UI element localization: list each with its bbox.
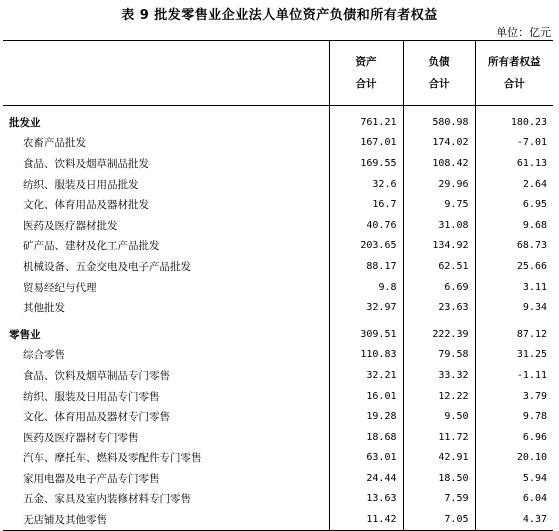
table-row [3, 236, 553, 257]
liabilities-cell: 9.50 [403, 406, 475, 427]
header-assets [329, 41, 403, 106]
equity-cell: 25.66 [516, 260, 547, 272]
assets-cell: 32.97 [329, 297, 403, 318]
equity-cell: 87.12 [516, 328, 547, 340]
row-label: 无店铺及其他零售 [3, 509, 329, 530]
header-name-column [3, 41, 329, 106]
table-row [3, 153, 553, 174]
table-row [3, 448, 553, 469]
liabilities-cell: 79.58 [403, 345, 475, 366]
equity-cell: 9.34 [522, 302, 547, 314]
assets-cell: 309.51 [329, 324, 403, 345]
table-row [3, 277, 553, 298]
equity-cell: 68.73 [516, 240, 547, 252]
liabilities-cell: 18.50 [403, 468, 475, 489]
table-title: 表 9 批发零售业企业法人单位资产负债和所有者权益 [121, 8, 438, 23]
row-label: 食品、饮料及烟草制品批发 [3, 153, 329, 174]
header-assets-line1: 资产 [355, 56, 377, 68]
assets-cell: 9.8 [329, 277, 403, 298]
row-label: 综合零售 [3, 345, 329, 366]
table-row [3, 427, 553, 448]
liabilities-cell: 33.32 [403, 365, 475, 386]
assets-cell: 761.21 [329, 112, 403, 133]
row-label: 零售业 [3, 324, 329, 345]
row-label: 机械设备、五金交电及电子产品批发 [3, 256, 329, 277]
category-row-wholesale [3, 112, 553, 133]
liabilities-cell: 174.02 [403, 133, 475, 154]
liabilities-cell: 29.96 [403, 174, 475, 195]
row-label: 食品、饮料及烟草制品专门零售 [3, 365, 329, 386]
equity-cell: 180.23 [510, 116, 547, 128]
table-row [3, 386, 553, 407]
table-row [3, 256, 553, 277]
header-row [3, 41, 553, 106]
table-row [3, 215, 553, 236]
balance-sheet-table [3, 40, 553, 531]
table-row [3, 489, 553, 510]
liabilities-cell: 9.75 [403, 194, 475, 215]
liabilities-cell: 62.51 [403, 256, 475, 277]
category-row-retail [3, 324, 553, 345]
assets-cell: 169.55 [329, 153, 403, 174]
assets-cell: 24.44 [329, 468, 403, 489]
equity-cell: 31.25 [516, 349, 547, 361]
assets-cell: 11.42 [329, 509, 403, 530]
equity-cell: 5.94 [522, 472, 547, 484]
liabilities-cell: 11.72 [403, 427, 475, 448]
header-equity [475, 41, 553, 106]
table-row [3, 509, 553, 530]
row-label: 纺织、服装及日用品批发 [3, 174, 329, 195]
assets-cell: 32.21 [329, 365, 403, 386]
liabilities-cell: 580.98 [403, 112, 475, 133]
assets-cell: 16.7 [329, 194, 403, 215]
liabilities-cell: 31.08 [403, 215, 475, 236]
assets-cell: 63.01 [329, 448, 403, 469]
table-row [3, 345, 553, 366]
row-label: 批发业 [3, 112, 329, 133]
table-row [3, 133, 553, 154]
equity-cell: 3.11 [522, 281, 547, 293]
equity-cell: 3.79 [522, 390, 547, 402]
table-row [3, 365, 553, 386]
row-label: 医药及医疗器材批发 [3, 215, 329, 236]
header-equity-line2: 合计 [503, 78, 525, 90]
equity-cell: 6.95 [522, 199, 547, 211]
equity-cell: -7.01 [516, 137, 547, 149]
table-row [3, 174, 553, 195]
table-row [3, 194, 553, 215]
equity-cell: -1.11 [516, 369, 547, 381]
header-liabilities [403, 41, 475, 106]
table-body [3, 106, 553, 531]
assets-cell: 88.17 [329, 256, 403, 277]
assets-cell: 19.28 [329, 406, 403, 427]
equity-cell: 61.13 [516, 157, 547, 169]
equity-cell: 9.78 [522, 411, 547, 423]
table-row [3, 297, 553, 318]
equity-cell: 2.64 [522, 178, 547, 190]
row-label: 文化、体育用品及器材批发 [3, 194, 329, 215]
liabilities-cell: 222.39 [403, 324, 475, 345]
liabilities-cell: 134.92 [403, 236, 475, 257]
row-label: 汽车、摩托车、燃料及零配件专门零售 [3, 448, 329, 469]
assets-cell: 13.63 [329, 489, 403, 510]
unit-label: 单位：亿元 [496, 26, 551, 39]
row-label: 矿产品、建材及化工产品批发 [3, 236, 329, 257]
equity-cell: 6.04 [522, 493, 547, 505]
liabilities-cell: 42.91 [403, 448, 475, 469]
row-label: 贸易经纪与代理 [3, 277, 329, 298]
liabilities-cell: 7.59 [403, 489, 475, 510]
row-label: 五金、家具及室内装修材料专门零售 [3, 489, 329, 510]
assets-cell: 110.83 [329, 345, 403, 366]
assets-cell: 18.68 [329, 427, 403, 448]
assets-cell: 167.01 [329, 133, 403, 154]
row-label: 其他批发 [3, 297, 329, 318]
liabilities-cell: 23.63 [403, 297, 475, 318]
liabilities-cell: 12.22 [403, 386, 475, 407]
header-equity-line1: 所有者权益 [488, 56, 541, 68]
assets-cell: 40.76 [329, 215, 403, 236]
header-assets-line2: 合计 [355, 78, 377, 90]
assets-cell: 32.6 [329, 174, 403, 195]
header-liabilities-line2: 合计 [428, 78, 450, 90]
liabilities-cell: 108.42 [403, 153, 475, 174]
header-liabilities-line1: 负债 [428, 56, 450, 68]
equity-cell: 20.10 [516, 452, 547, 464]
row-label: 文化、体育用品及器材专门零售 [3, 406, 329, 427]
row-label: 农畜产品批发 [3, 133, 329, 154]
row-label: 医药及医疗器材专门零售 [3, 427, 329, 448]
table-row [3, 468, 553, 489]
liabilities-cell: 7.05 [403, 509, 475, 530]
row-label: 纺织、服装及日用品专门零售 [3, 386, 329, 407]
equity-cell: 6.96 [522, 431, 547, 443]
row-label: 家用电器及电子产品专门零售 [3, 468, 329, 489]
equity-cell: 9.68 [522, 219, 547, 231]
equity-cell: 4.37 [475, 509, 553, 530]
liabilities-cell: 6.69 [403, 277, 475, 298]
assets-cell: 16.01 [329, 386, 403, 407]
assets-cell: 203.65 [329, 236, 403, 257]
table-row [3, 406, 553, 427]
